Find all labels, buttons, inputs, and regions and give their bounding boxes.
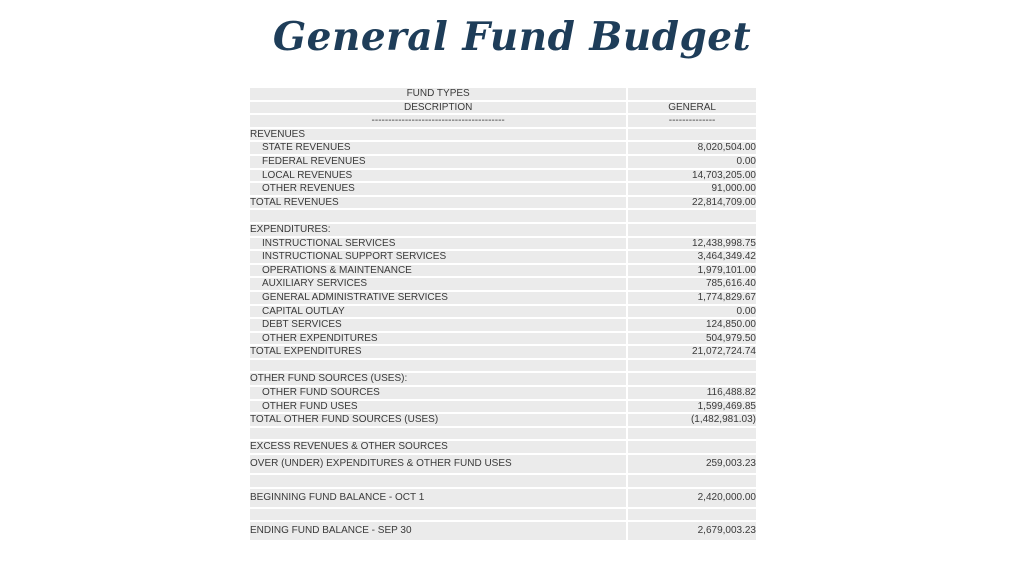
- budget-table: [250, 86, 756, 542]
- row-label: CAPITAL OUTLAY: [250, 306, 626, 318]
- row-value: 1,599,469.85: [628, 401, 756, 413]
- row-label: OPERATIONS & MAINTENANCE: [250, 265, 626, 277]
- ending-balance-label: ENDING FUND BALANCE - SEP 30: [250, 522, 626, 540]
- table-row: [250, 489, 756, 507]
- row-label: OTHER FUND USES: [250, 401, 626, 413]
- row-value: 14,703,205.00: [628, 170, 756, 182]
- row-value: 91,000.00: [628, 183, 756, 195]
- row-value: 116,488.82: [628, 387, 756, 399]
- table-row: [250, 115, 756, 127]
- table-row: [250, 387, 756, 399]
- expenditures-heading: EXPENDITURES:: [250, 224, 626, 236]
- fund-types-header: FUND TYPES: [250, 88, 626, 100]
- empty-row: [250, 360, 756, 372]
- row-value: 504,979.50: [628, 333, 756, 345]
- row-label: LOCAL REVENUES: [250, 170, 626, 182]
- row-value: 1,774,829.67: [628, 292, 756, 304]
- table-row: [250, 333, 756, 345]
- excess-label-line2: OVER (UNDER) EXPENDITURES & OTHER FUND USES: [250, 455, 626, 473]
- total-label: TOTAL EXPENDITURES: [250, 346, 626, 358]
- general-header: GENERAL: [628, 102, 756, 114]
- row-label: GENERAL ADMINISTRATIVE SERVICES: [250, 292, 626, 304]
- beginning-balance-value: 2,420,000.00: [628, 489, 756, 507]
- table-row: [250, 238, 756, 250]
- row-value: 785,616.40: [628, 278, 756, 290]
- other-sources-heading: OTHER FUND SOURCES (USES):: [250, 373, 626, 385]
- ending-balance-value: 2,679,003.23: [628, 522, 756, 540]
- table-row: [250, 183, 756, 195]
- table-row: [250, 319, 756, 331]
- row-label: OTHER EXPENDITURES: [250, 333, 626, 345]
- excess-label-line1: EXCESS REVENUES & OTHER SOURCES: [250, 441, 626, 453]
- empty-row: [250, 428, 756, 440]
- row-value: 0.00: [628, 156, 756, 168]
- table-row: [250, 88, 756, 100]
- row-label: AUXILIARY SERVICES: [250, 278, 626, 290]
- total-label: TOTAL OTHER FUND SOURCES (USES): [250, 414, 626, 426]
- table-row: [250, 265, 756, 277]
- table-row: [250, 278, 756, 290]
- table-row: [250, 142, 756, 154]
- description-separator: ----------------------------------------: [250, 115, 626, 127]
- row-value: 1,979,101.00: [628, 265, 756, 277]
- total-label: TOTAL REVENUES: [250, 197, 626, 209]
- revenues-heading: REVENUES: [250, 129, 626, 141]
- empty-row: [250, 210, 756, 222]
- beginning-balance-label: BEGINNING FUND BALANCE - OCT 1: [250, 489, 626, 507]
- row-label: OTHER REVENUES: [250, 183, 626, 195]
- row-value: 0.00: [628, 306, 756, 318]
- total-value: (1,482,981.03): [628, 414, 756, 426]
- row-label: OTHER FUND SOURCES: [250, 387, 626, 399]
- table-row: [250, 170, 756, 182]
- general-separator: --------------: [628, 115, 756, 127]
- table-row: [250, 522, 756, 540]
- row-value: 12,438,998.75: [628, 238, 756, 250]
- table-row: [250, 197, 756, 209]
- table-row: [250, 102, 756, 114]
- row-value: 8,020,504.00: [628, 142, 756, 154]
- row-label: STATE REVENUES: [250, 142, 626, 154]
- excess-value: 259,003.23: [628, 455, 756, 473]
- total-value: 22,814,709.00: [628, 197, 756, 209]
- description-header: DESCRIPTION: [250, 102, 626, 114]
- row-label: FEDERAL REVENUES: [250, 156, 626, 168]
- table-row: [250, 292, 756, 304]
- table-row: [250, 455, 756, 473]
- table-row: [250, 401, 756, 413]
- row-value: 124,850.00: [628, 319, 756, 331]
- page-title: General Fund Budget: [272, 14, 752, 60]
- row-label: INSTRUCTIONAL SUPPORT SERVICES: [250, 251, 626, 263]
- table-row: [250, 414, 756, 426]
- total-value: 21,072,724.74: [628, 346, 756, 358]
- row-label: DEBT SERVICES: [250, 319, 626, 331]
- row-label: INSTRUCTIONAL SERVICES: [250, 238, 626, 250]
- table-row: [250, 441, 756, 453]
- table-row: [250, 346, 756, 358]
- table-row: [250, 251, 756, 263]
- table-row: [250, 306, 756, 318]
- table-row: [250, 156, 756, 168]
- empty-row: [250, 475, 756, 487]
- empty-row: [250, 509, 756, 521]
- table-row: [250, 224, 756, 236]
- table-row: [250, 373, 756, 385]
- row-value: 3,464,349.42: [628, 251, 756, 263]
- table-row: [250, 129, 756, 141]
